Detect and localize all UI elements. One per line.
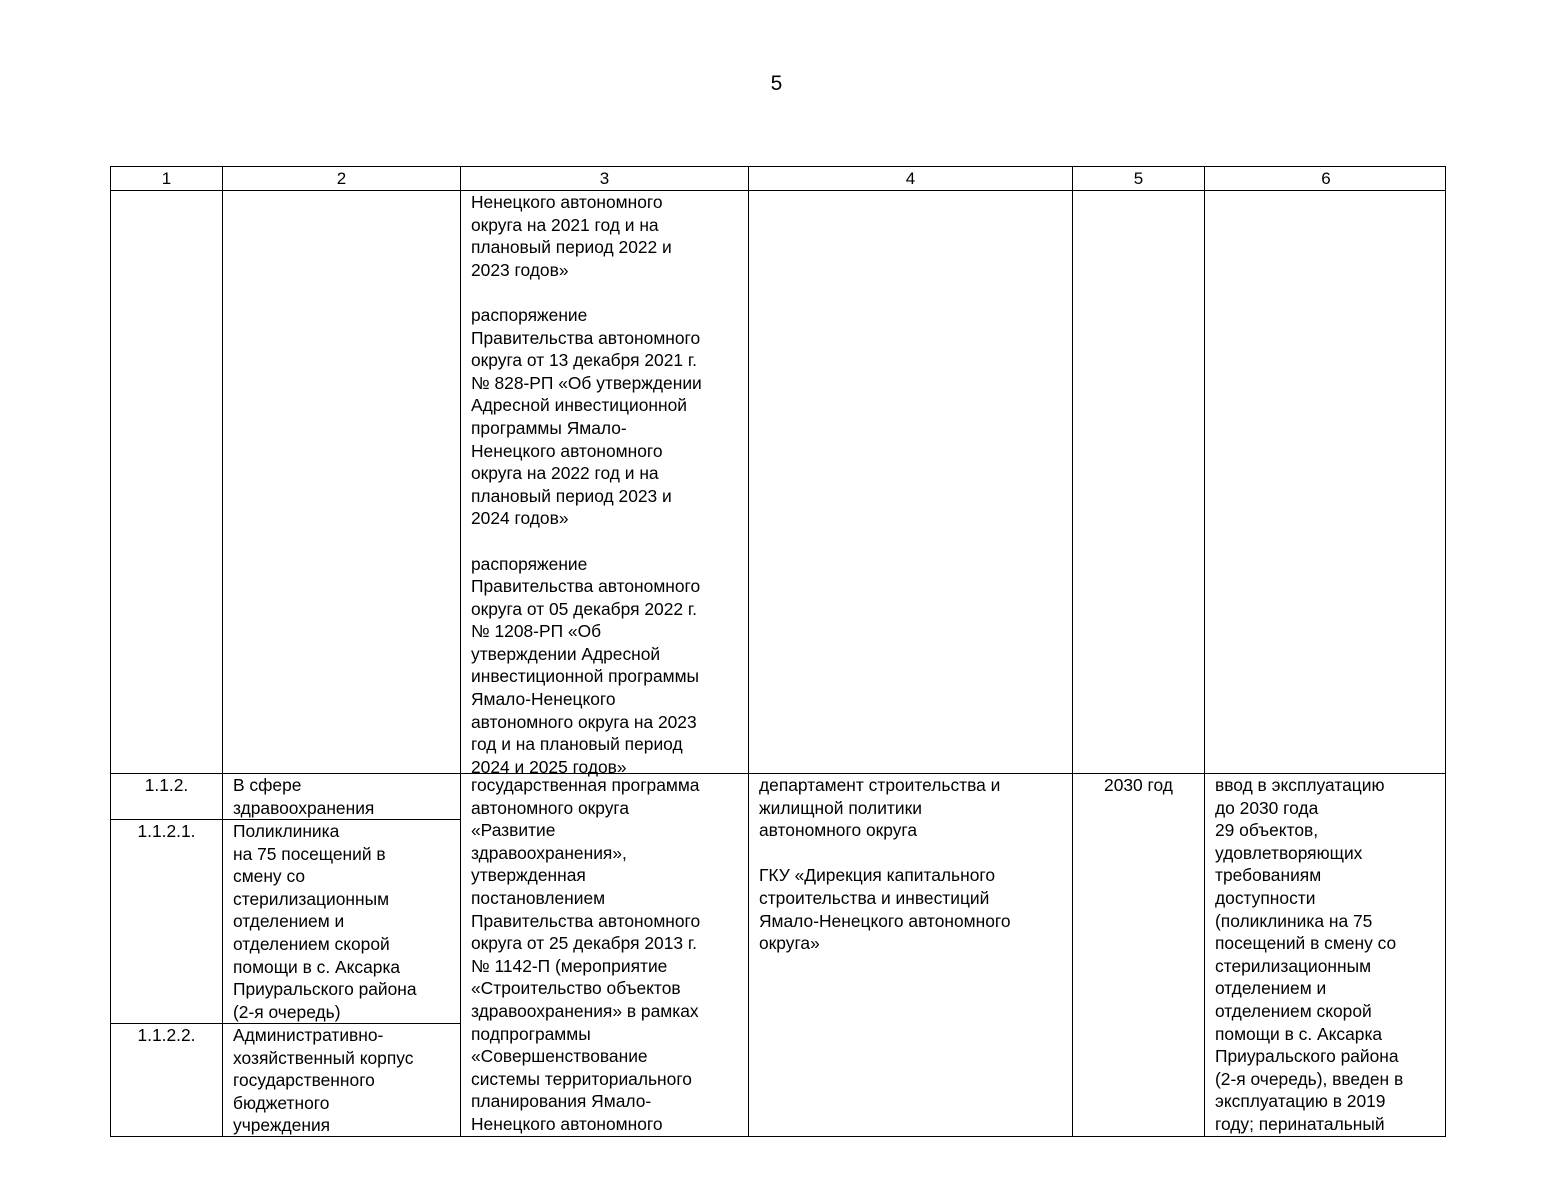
row-number-1-1-2-1: 1.1.2.1. xyxy=(137,821,196,841)
column-divider xyxy=(1072,167,1073,1137)
column-divider xyxy=(748,167,749,1137)
row-number-1-1-2: 1.1.2. xyxy=(144,775,189,795)
page-number: 5 xyxy=(770,72,783,95)
column-header-4: 4 xyxy=(905,169,916,188)
row-responsible-1-1-2: департамент строительства и жилищной политики автономного округа ГКУ «Дирекция капитального строительства и инвестиций Ямало-Ненецкого автономного округа» xyxy=(759,775,1011,954)
row-number-1-1-2-2: 1.1.2.2. xyxy=(137,1025,196,1045)
column-divider xyxy=(1204,167,1205,1137)
column-header-2: 2 xyxy=(336,169,347,188)
column-header-1: 1 xyxy=(161,169,172,188)
column-divider xyxy=(460,167,461,1137)
column-header-3: 3 xyxy=(599,169,610,188)
row-deadline-1-1-2: 2030 год xyxy=(1104,775,1173,795)
row-name-1-1-2-1: Поликлиника на 75 посещений в смену со стерилизационным отделением и отделением скорой помощи в с. Аксарка Приуральского района (2-я очередь) xyxy=(233,821,417,1022)
column-divider xyxy=(222,167,223,1137)
row-name-1-1-2-2: Административно- хозяйственный корпус государственного бюджетного учреждения xyxy=(233,1025,414,1136)
column-header-6: 6 xyxy=(1321,169,1331,188)
continued-basis-text: Ненецкого автономного округа на 2021 год и на плановый период 2022 и 2023 годов» распоряжение Правительства автономного округа от 13 декабря 2021 г. № 828-РП «Об утверждении Адресной инвестиционной программы Ямало- Ненецкого автономного округа на 2022 год и на плановый период 2023 и 2024 годов» распоряжение Правительства автономного округа от 05 декабря 2022 г. № 1208-РП «Об утверждении Адресной инвестиционной программы Ямало-Ненецкого автономного округа на 2023 год и на плановый период 2024 и 2025 годов» xyxy=(471,192,702,777)
row-name-1-1-2: В сфере здравоохранения xyxy=(233,775,375,818)
column-header-5: 5 xyxy=(1133,169,1144,188)
row-basis-1-1-2: государственная программа автономного округа «Развитие здравоохранения», утвержденная постановлением Правительства автономного округа от 25 декабря 2013 г. № 1142-П (мероприятие «Строительство объектов здравоохранения» в рамках подпрограммы «Совершенствование системы территориального планирования Ямало- Ненецкого автономного xyxy=(471,775,701,1134)
row-result-1-1-2: ввод в эксплуатацию до 2030 года 29 объектов, удовлетворяющих требованиям доступности (поликлиника на 75 посещений в смену со стерилизационным отделением и отделением скорой помощи в с. Аксарка Приуральского района (2-я очередь), введен в эксплуатацию в 2019 году; перинатальный xyxy=(1215,775,1404,1134)
data-table xyxy=(110,166,1446,1137)
